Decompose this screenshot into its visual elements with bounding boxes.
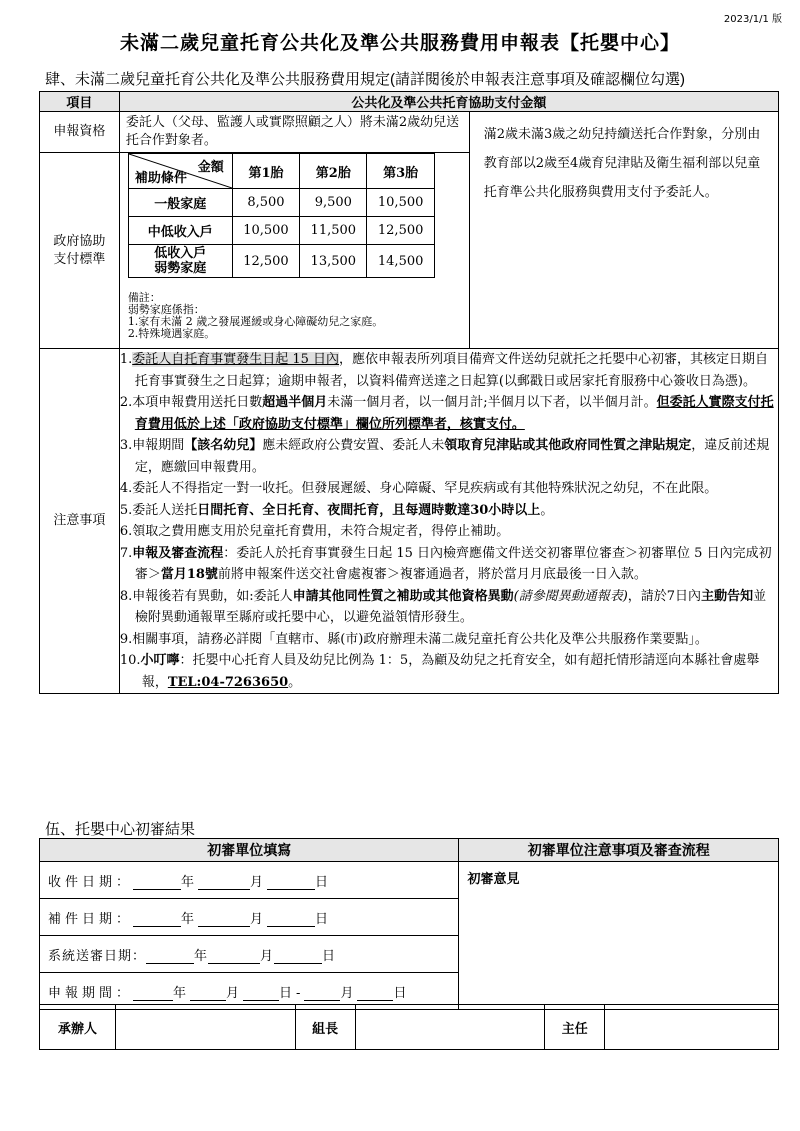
section5-heading: 伍、托嬰中心初審結果: [45, 821, 196, 838]
note-text: 2.本項申報費用送托日數: [119, 395, 263, 410]
note-text: 1.: [119, 352, 133, 367]
unit-label: 日: [315, 874, 333, 890]
note-7: [120, 543, 778, 586]
unit-label: 月: [250, 911, 268, 927]
note-bold: 小叮嚀: [140, 653, 180, 668]
director-label: 主任: [545, 1005, 605, 1050]
unit-label: 日: [322, 948, 337, 964]
system-submit-date-row[interactable]: [40, 936, 459, 973]
field-label: 補件日期：: [48, 911, 134, 927]
note-bold: 主動告知: [701, 588, 754, 604]
note-text: 8.申報後若有異動，如:委託人: [119, 588, 293, 604]
qualification-label: 申報資格: [40, 112, 120, 153]
review-table: [39, 838, 779, 1010]
remark-line: 2.特殊境遇家庭。: [127, 327, 216, 340]
col-amount-header: 公共化及準公共托育協助支付金額: [119, 92, 778, 112]
birth-header-1: 第1胎: [232, 154, 299, 189]
field-label: 系統送審日期：: [48, 948, 147, 964]
section4-heading: 肆、未滿二歲兒童托育公共化及準公共服務費用規定(請詳閱後於申報表注意事項及確認欄位勾選): [45, 71, 685, 88]
day-blank[interactable]: [357, 986, 393, 1001]
diag-bottom-label: 補助條件: [134, 171, 187, 186]
note-6: 6.領取之費用應支用於兒童托育費用，未符合規定者，得停止補助。: [119, 524, 510, 539]
col-item-header: 項目: [40, 92, 120, 112]
amount-cell: 12,500: [232, 245, 299, 278]
row-label-general: 一般家庭: [128, 189, 232, 217]
unit-label: 日-: [279, 985, 305, 1001]
opinion-label: 初審意見: [467, 872, 520, 887]
day-blank[interactable]: [267, 912, 315, 927]
note-8: [120, 586, 778, 629]
year-blank[interactable]: [133, 986, 173, 1001]
row-label-low-1: 低收入戶: [154, 246, 207, 261]
year-blank[interactable]: [146, 949, 194, 964]
unit-label: 年: [194, 948, 209, 964]
note-4: 4.委託人不得指定一對一收托。但發展遲緩、身心障礙、罕見疾病或有其他特殊狀況之幼兒，不在此限。: [119, 481, 718, 496]
amount-cell: 10,500: [367, 189, 434, 217]
birth-header-2: 第2胎: [300, 154, 367, 189]
remarks: [128, 292, 469, 340]
note-3: [120, 435, 778, 478]
note-text: ，違反前述規定，應繳回申報費用。: [134, 438, 770, 475]
unit-label: 月: [250, 874, 268, 890]
field-label: 收件日期：: [48, 874, 134, 890]
note-bold: 申請其他同性質之補助或其他資格異動: [292, 588, 514, 604]
note-text: ：委託人於托育事實發生日起 15 日內檢齊應備文件送交初審單位審查＞初審單位 5 日內完成初審＞: [134, 545, 772, 582]
unit-label: 年: [181, 874, 199, 890]
amount-cell: 9,500: [300, 189, 367, 217]
unit-label: 月: [260, 948, 275, 964]
amount-cell: 8,500: [232, 189, 299, 217]
standard-label: [40, 153, 120, 349]
handler-signature-box[interactable]: [115, 1005, 295, 1050]
regulation-table: [39, 91, 779, 694]
note-bold: 【該名幼兒】: [184, 438, 263, 453]
review-right-header: 初審單位注意事項及審查流程: [459, 839, 779, 862]
note-text: 10.: [119, 653, 141, 668]
month-blank[interactable]: [190, 986, 226, 1001]
amount-cell: 14,500: [367, 245, 434, 278]
qualification-text: 委託人（父母、監護人或實際照顧之人）將未滿2歲幼兒送托合作對象者。: [119, 112, 469, 153]
note-text: 5.委託人送托: [119, 502, 198, 518]
day-blank[interactable]: [274, 949, 322, 964]
note-1: [120, 349, 778, 392]
standard-label-line1: 政府協助: [53, 233, 106, 249]
supplement-date-row[interactable]: [40, 899, 459, 936]
note-text: ：托嬰中心托育人員及幼兒比例為 1：5，為顧及幼兒之托育安全，如有超托情形請逕向本縣社會處舉報，: [141, 653, 760, 690]
signature-table: [39, 1004, 779, 1050]
row-label-low-2: 弱勢家庭: [154, 261, 207, 276]
note-9: 9.相關事項，請務必詳閱「直轄市、縣(市)政府辦理未滿二歲兒童托育公共化及準公共服務作業要點」。: [119, 631, 708, 647]
note-text: 前將申報案件送交社會處複審＞複審通過者，將於當月月底最後一日入款。: [217, 567, 647, 582]
amount-cell: 13,500: [300, 245, 367, 278]
amount-cell: 12,500: [367, 217, 434, 245]
note-bold: 日間托育、全日托育、夜間托育，且每週時數達30小時以上: [197, 502, 541, 518]
phone-number: TEL:04-7263650: [167, 674, 289, 690]
row-label-low: [128, 245, 232, 278]
note-text: 3.申報期間: [119, 438, 185, 453]
note-text: 應未經政府公費安置、委託人未: [262, 438, 445, 453]
note-bold: 申報及審查流程: [132, 545, 224, 561]
note-5: [120, 500, 778, 522]
day-blank[interactable]: [267, 875, 315, 890]
remark-line: 弱勢家庭係指：: [127, 303, 205, 316]
subsidy-table: [128, 153, 435, 278]
standard-label-line2: 支付標準: [53, 251, 106, 267]
note-bold: 領取育兒津貼或其他政府同性質之津貼規定: [444, 438, 692, 453]
day-blank[interactable]: [243, 986, 279, 1001]
note-highlight: 委託人自托育事實發生日起 15 日內: [132, 352, 340, 367]
chief-label: 組長: [295, 1005, 355, 1050]
row-label-midlow: 中低收入戶: [128, 217, 232, 245]
unit-label: 日: [315, 911, 333, 927]
right-note: 滿2歲未滿3歲之幼兒持續送托合作對象，分別由教育部以2歲至4歲育兒津貼及衛生福利部以兒童托育準公共化服務與費用支付予委託人。: [469, 112, 778, 349]
unit-label: 日: [393, 985, 411, 1001]
birth-header-3: 第3胎: [367, 154, 434, 189]
amount-cell: 11,500: [300, 217, 367, 245]
receive-date-row[interactable]: [40, 862, 459, 899]
form-title: 未滿二歲兒童托育公共化及準公共服務費用申報表【托嬰中心】: [119, 32, 680, 54]
unit-label: 月: [340, 985, 358, 1001]
note-text: ，應依申報表所列項目備齊文件送幼兒就托之托嬰中心初審，其核定日期自托育事實發生之日起算；逾期申報者，以資料備齊送達之日起算(以郵戳日或居家托育服務中心簽收日為憑)。: [134, 352, 769, 389]
review-left-header: 初審單位填寫: [40, 839, 459, 862]
note-text: 並檢附異動通報單至縣府或托嬰中心，以避免溢領情形發生。: [134, 588, 767, 625]
note-italic: (請參閱異動通報表): [513, 588, 628, 604]
year-blank[interactable]: [133, 875, 181, 890]
handler-label: 承辦人: [40, 1005, 116, 1050]
director-signature-box[interactable]: [605, 1005, 779, 1050]
note-2: [120, 392, 778, 435]
diagonal-header: [128, 154, 232, 189]
note-text: 。: [540, 502, 554, 518]
note-text: 未滿一個月者，以一個月計;半個月以下者，以半個月計。: [327, 395, 657, 410]
note-text: 7.: [119, 545, 133, 561]
note-text: ，請於7日內: [627, 588, 702, 604]
diag-top-label: 金額: [197, 160, 224, 175]
note-10: [120, 650, 778, 693]
field-label: 申報期間：: [48, 985, 134, 1001]
chief-signature-box[interactable]: [355, 1005, 545, 1050]
notes-cell: [119, 349, 778, 694]
year-blank[interactable]: [133, 912, 181, 927]
remark-line: 1.家有未滿 2 歲之發展遲緩或身心障礙幼兒之家庭。: [127, 315, 384, 328]
notes-label: 注意事項: [40, 349, 120, 694]
amount-cell: 10,500: [232, 217, 299, 245]
note-underline: 但委託人實際支付托育費用低於上述「政府協助支付標準」欄位所列標準者，核實支付。: [134, 395, 774, 432]
unit-label: 年: [181, 911, 199, 927]
unit-label: 年: [173, 985, 191, 1001]
month-blank[interactable]: [304, 986, 340, 1001]
version-label: 2023/1/1 版: [723, 14, 782, 25]
month-blank[interactable]: [198, 875, 250, 890]
unit-label: 月: [226, 985, 244, 1001]
note-text: 。: [288, 674, 302, 690]
month-blank[interactable]: [198, 912, 250, 927]
remark-line: 備註：: [127, 291, 161, 304]
opinion-box[interactable]: [459, 862, 779, 1010]
standard-cell: [119, 153, 469, 349]
note-bold: 超過半個月: [262, 395, 328, 410]
month-blank[interactable]: [208, 949, 260, 964]
note-bold: 當月18號: [160, 567, 218, 582]
